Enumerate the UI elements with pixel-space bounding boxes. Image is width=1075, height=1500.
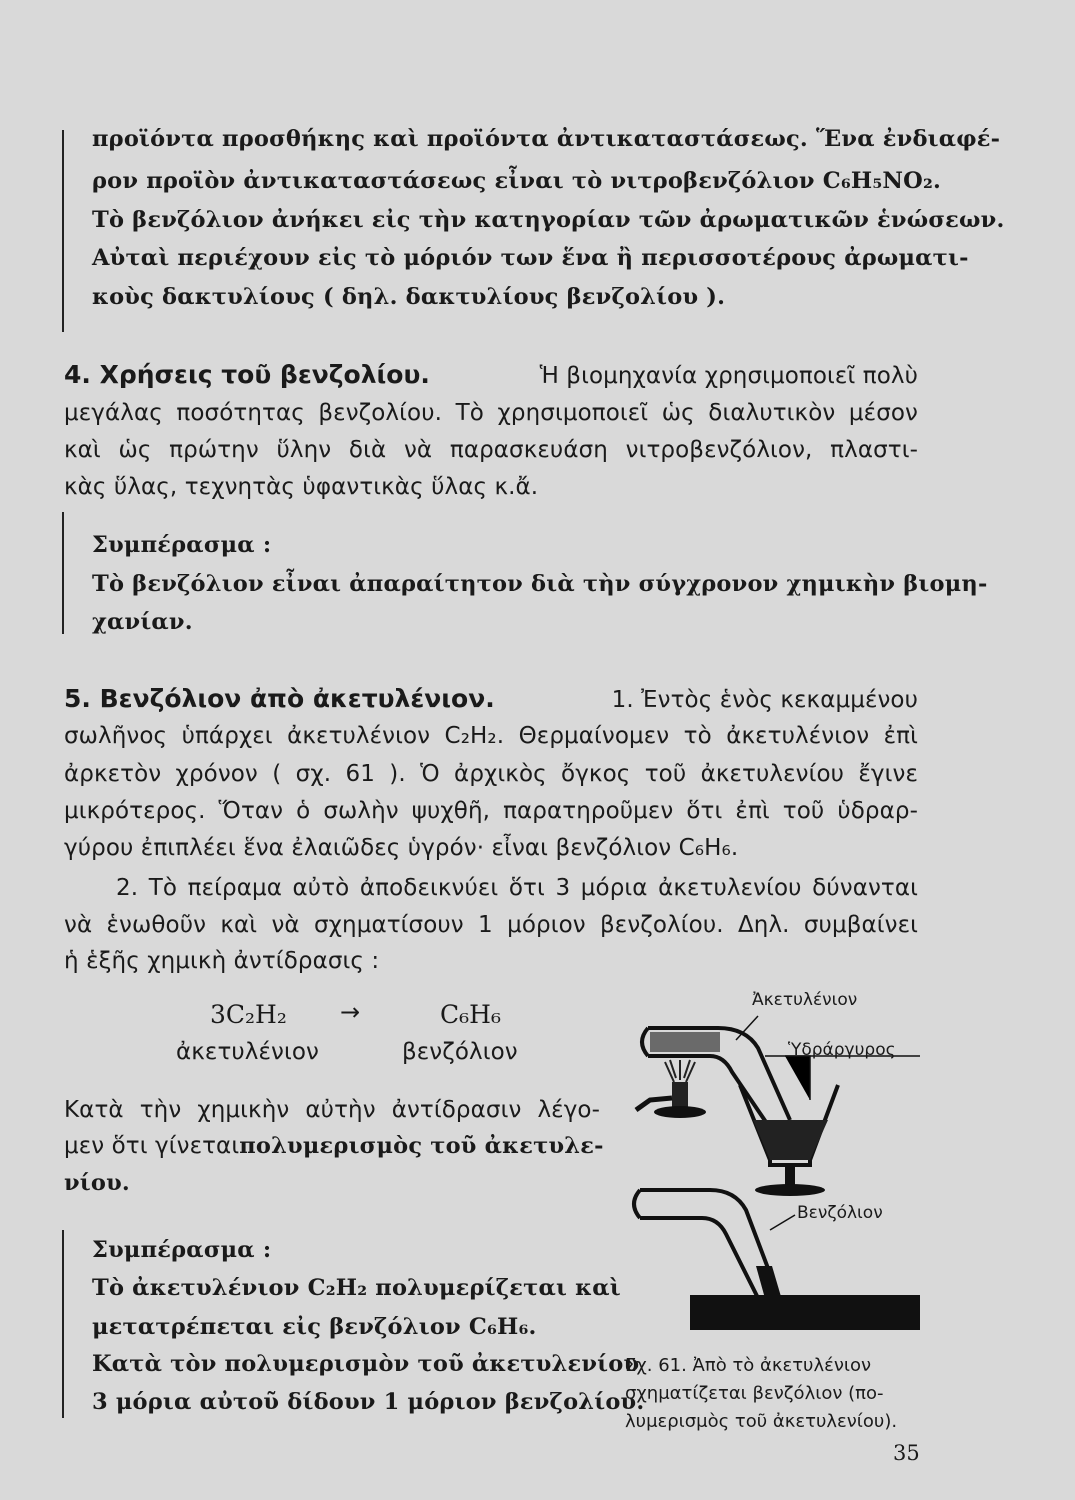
emphasis-text: πολυμερισμὸς τοῦ ἀκετυλε-: [239, 1133, 604, 1159]
text-line: μικρότερος. Ὅταν ὁ σωλὴν ψυχθῆ, παρατηροῦμεν ὅτι ἐπὶ τοῦ ὑδραρ-: [64, 798, 918, 824]
conclusion-text: Κατὰ τὸν πολυμερισμὸν τοῦ ἀκετυλενίου: [92, 1351, 640, 1377]
conclusion-text: μετατρέπεται εἰς βενζόλιον C₆H₆.: [92, 1314, 537, 1340]
equation-left-label: ἀκετυλένιον: [176, 1039, 319, 1065]
burner-icon: [636, 1060, 706, 1118]
figure-caption: Σχ. 61. Ἀπὸ τὸ ἀκετυλένιον: [625, 1355, 872, 1376]
mercury-fill: [753, 1120, 828, 1160]
conclusion-text: Τὸ ἀκετυλένιον C₂H₂ πολυμερίζεται καὶ: [92, 1275, 621, 1301]
text-line: νίου.: [64, 1170, 130, 1196]
text-line: 1. Ἐντὸς ἑνὸς κεκαμμένου: [611, 687, 918, 713]
text-line: Κατὰ τὴν χημικὴν αὐτὴν ἀντίδρασιν λέγο-: [64, 1097, 600, 1123]
text-line: κὰς ὕλας, τεχνητὰς ὑφαντικὰς ὕλας κ.ἄ.: [64, 474, 539, 500]
equation-left: 3C₂H₂: [210, 1000, 287, 1029]
conclusion-text: 3 μόρια αὐτοῦ δίδουν 1 μόριον βενζολίου.: [92, 1389, 645, 1415]
text-line: μεγάλας ποσότητας βενζολίου. Τὸ χρησιμοποιεῖ ὡς διαλυτικὸν μέσον: [64, 400, 918, 426]
section-heading: 4. Χρήσεις τοῦ βενζολίου.: [64, 360, 430, 389]
figure-caption: λυμερισμὸς τοῦ ἀκετυλενίου).: [625, 1411, 898, 1432]
label-benzene: Βενζόλιον: [797, 1203, 883, 1223]
text-line: μεν ὅτι γίνεται: [64, 1133, 240, 1159]
mercury-trough: [690, 1295, 920, 1330]
bent-tube-cooled: [634, 1190, 780, 1302]
section-heading: 5. Βενζόλιον ἀπὸ ἀκετυλένιον.: [64, 684, 495, 713]
conclusion-title: Συμπέρασμα :: [92, 1237, 272, 1263]
beaker: [740, 1085, 838, 1196]
label-acetylene: Ἀκετυλένιον: [752, 990, 858, 1010]
conclusion-title: Συμπέρασμα :: [92, 532, 272, 558]
text-line: ἀρκετὸν χρόνον ( σχ. 61 ). Ὁ ἀρχικὸς ὄγκος τοῦ ἀκετυλενίου ἔγινε: [64, 761, 918, 787]
text-line: γύρου ἐπιπλέει ἕνα ἐλαιῶδες ὑγρόν· εἶναι βενζόλιον C₆H₆.: [64, 835, 739, 861]
gas-fill: [650, 1032, 720, 1052]
text-line: ρον προϊὸν ἀντικαταστάσεως εἶναι τὸ νιτροβενζόλιον C₆H₅NO₂.: [92, 168, 942, 194]
figure-caption: σχηματίζεται βενζόλιον (πο-: [625, 1383, 884, 1404]
text-line: σωλῆνος ὑπάρχει ἀκετυλένιον C₂H₂. Θερμαίνομεν τὸ ἀκετυλένιον ἐπὶ: [64, 723, 918, 749]
margin-rule-top: [62, 130, 64, 332]
label-mercury: Ὑδράργυρος: [788, 1040, 896, 1060]
text-line: Αὐταὶ περιέχουν εἰς τὸ μόριόν των ἕνα ἢ περισσοτέρους ἀρωματι-: [92, 245, 969, 271]
text-line: 2. Τὸ πείραμα αὐτὸ ἀποδεικνύει ὅτι 3 μόρια ἀκετυλενίου δύνανται: [116, 875, 918, 901]
text-line: προϊόντα προσθήκης καὶ προϊόντα ἀντικαταστάσεως. Ἕνα ἐνδιαφέ-: [92, 126, 1001, 152]
margin-rule: [62, 512, 64, 634]
equation-arrow: →: [340, 998, 361, 1026]
equation-right-label: βενζόλιον: [402, 1039, 518, 1065]
conclusion-text: χανίαν.: [92, 609, 193, 635]
text-line: καὶ ὡς πρώτην ὕλην διὰ νὰ παρασκευάση νιτροβενζόλιον, πλαστι-: [64, 437, 918, 463]
text-line: νὰ ἑνωθοῦν καὶ νὰ σχηματίσουν 1 μόριον βενζολίου. Δηλ. συμβαίνει: [64, 912, 918, 938]
text-line: Ἡ βιομηχανία χρησιμοποιεῖ πολὺ: [539, 363, 918, 389]
text-line: κοὺς δακτυλίους ( δηλ. δακτυλίους βενζολίου ).: [92, 284, 726, 310]
conclusion-text: Τὸ βενζόλιον εἶναι ἀπαραίτητον διὰ τὴν σύγχρονον χημικὴν βιομη-: [92, 571, 988, 597]
text-line: Τὸ βενζόλιον ἀνήκει εἰς τὴν κατηγορίαν τῶν ἀρωματικῶν ἑνώσεων.: [92, 207, 1005, 233]
page-number: 35: [893, 1441, 920, 1465]
text-line: ἡ ἑξῆς χημικὴ ἀντίδρασις :: [64, 948, 380, 974]
equation-right: C₆H₆: [440, 1000, 501, 1029]
margin-rule: [62, 1230, 64, 1418]
